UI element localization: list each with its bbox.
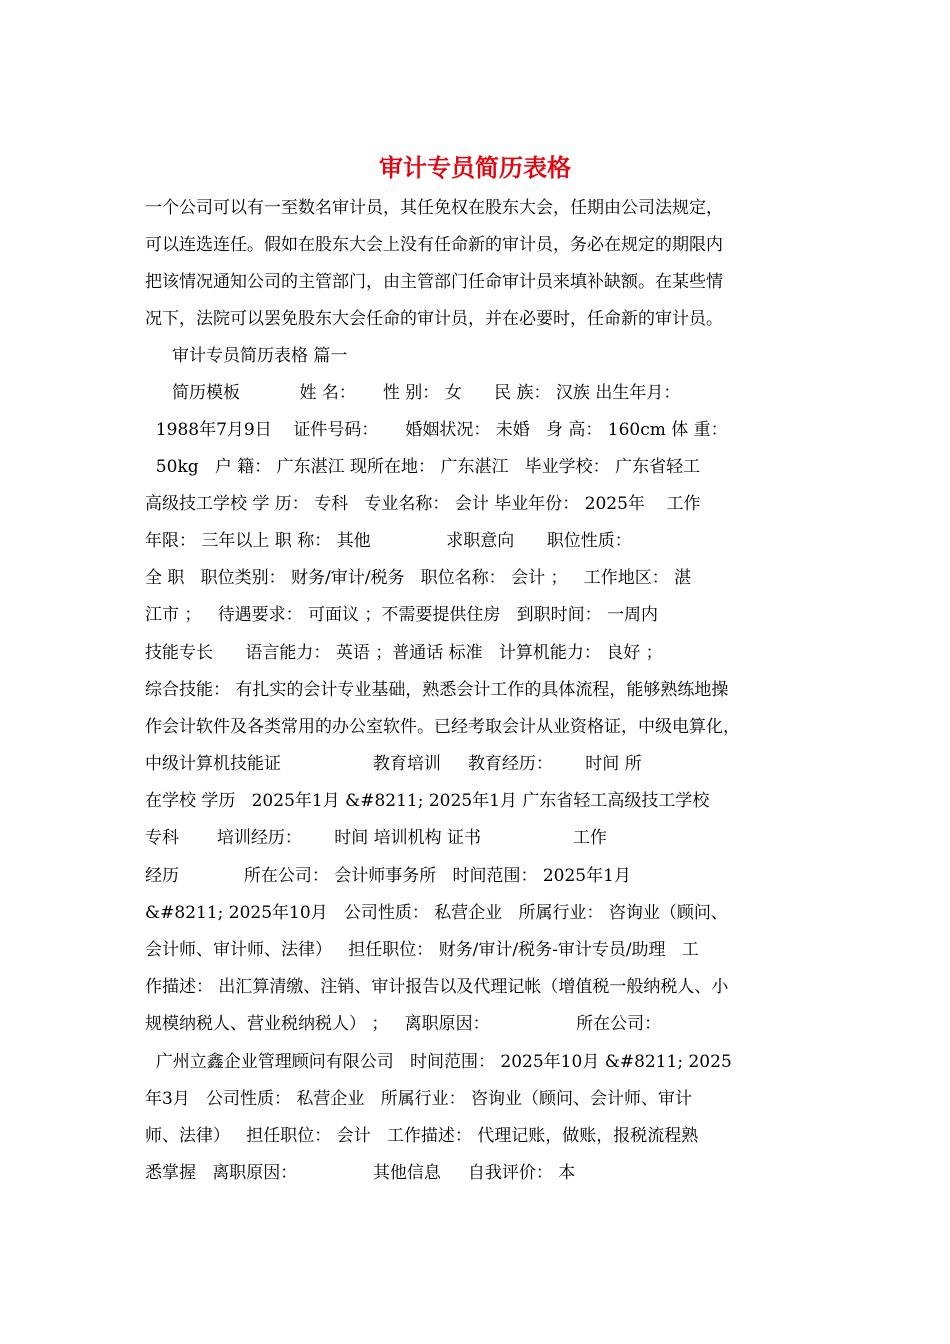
text-line: 简历模板 姓 名： 性 别： 女 民 族： 汉族 出生年月： — [145, 383, 681, 403]
text-line: 经历 所在公司： 会计师事务所 时间范围： 2025年1月 — [145, 866, 631, 886]
text-line: 悉掌握 离职原因： 其他信息 自我评价： 本 — [145, 1163, 576, 1183]
text-line: 会计师、审计师、法律） 担任职位： 财务/审计/税务-审计专员/助理 工 — [145, 940, 699, 960]
text-line: 在学校 学历 2025年1月 &#8211; 2025年1月 广东省轻工高级技工学校 — [145, 791, 710, 811]
text-line: &#8211; 2025年10月 公司性质： 私营企业 所属行业： 咨询业（顾问、 — [145, 903, 728, 923]
text-line: 师、法律） 担任职位： 会计 工作描述： 代理记账，做账，报税流程熟 — [145, 1126, 699, 1146]
text-line: 专科 培训经历： 时间 培训机构 证书 工作 — [145, 828, 607, 848]
text-line: 把该情况通知公司的主管部门，由主管部门任命审计员来填补缺额。在某些情 — [145, 272, 723, 292]
text-line: 年限： 三年以上 职 称： 其他 求职意向 职位性质： — [145, 531, 632, 551]
text-line: 可以连选连任。假如在股东大会上没有任命新的审计员，务必在规定的期限内 — [145, 235, 723, 255]
text-line: 1988年7月9日 证件号码： 婚姻状况： 未婚 身 高： 160cm 体 重： — [145, 420, 728, 440]
text-line: 审计专员简历表格 篇一 — [145, 346, 348, 366]
document-title: 审计专员简历表格 — [379, 154, 571, 182]
text-line: 况下，法院可以罢免股东大会任命的审计员，并在必要时，任命新的审计员。 — [145, 309, 723, 329]
text-line: 作会计软件及各类常用的办公室软件。已经考取会计从业资格证，中级电算化， — [145, 717, 740, 737]
text-line: 广州立鑫企业管理顾问有限公司 时间范围： 2025年10月 &#8211; 2025 — [145, 1052, 732, 1072]
text-line: 技能专长 语言能力： 英语 ；普通话 标准 计算机能力： 良好 ； — [145, 643, 663, 663]
text-line: 高级技工学校 学 历： 专科 专业名称： 会计 毕业年份： 2025年 工作 — [145, 494, 701, 514]
text-line: 江市 ； 待遇要求： 可面议 ；不需要提供住房 到职时间： 一周内 — [145, 605, 659, 625]
text-line: 50kg 户 籍： 广东湛江 现所在地： 广东湛江 毕业学校： 广东省轻工 — [145, 457, 701, 477]
text-line: 规模纳税人、营业税纳税人） ； 离职原因： 所在公司： — [145, 1014, 662, 1034]
text-line: 年3月 公司性质： 私营企业 所属行业： 咨询业（顾问、会计师、审计 — [145, 1089, 693, 1109]
text-line: 综合技能： 有扎实的会计专业基础，熟悉会计工作的具体流程，能够熟练地操 — [145, 680, 729, 700]
text-line: 一个公司可以有一至数名审计员，其任免权在股东大会，任期由公司法规定， — [145, 198, 723, 218]
text-line: 作描述： 出汇算清缴、注销、审计报告以及代理记帐（增值税一般纳税人、小 — [145, 977, 729, 997]
text-line: 全 职 职位类别： 财务/审计/税务 职位名称： 会计 ； 工作地区： 湛 — [145, 568, 692, 588]
text-line: 中级计算机技能证 教育培训 教育经历： 时间 所 — [145, 754, 642, 774]
